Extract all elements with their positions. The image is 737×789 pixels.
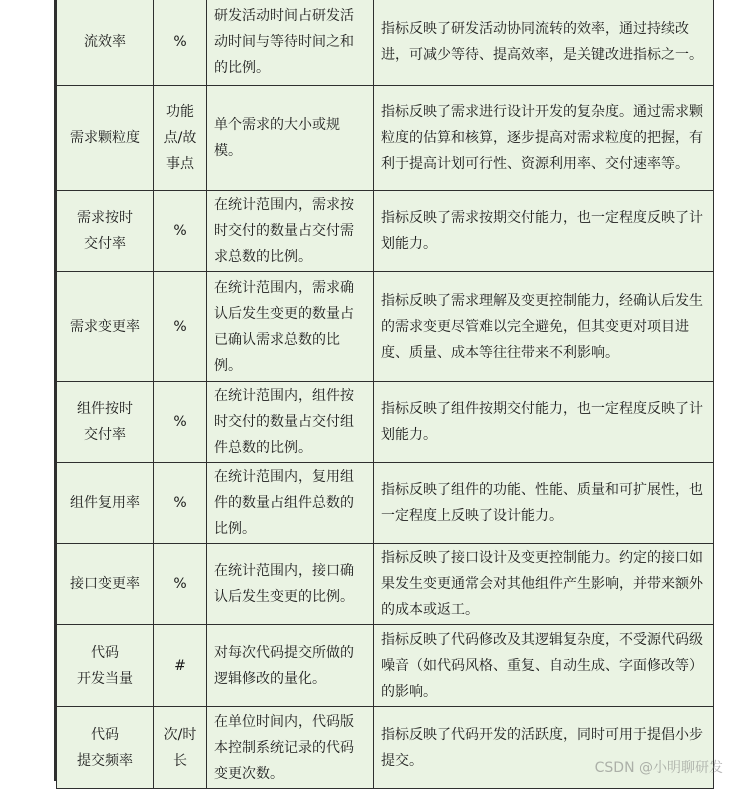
metric-definition: 在统计范围内，接口确认后发生变更的比例。 <box>207 544 374 625</box>
metric-definition: 在统计范围内，组件按时交付的数量占交付组件总数的比例。 <box>207 382 374 463</box>
metric-unit: % <box>154 544 207 625</box>
metric-definition: 对每次代码提交所做的逻辑修改的量化。 <box>207 625 374 707</box>
table-row <box>57 0 714 86</box>
metric-description: 指标反映了组件的功能、性能、质量和可扩展性，也一定程度上反映了设计能力。 <box>374 463 714 544</box>
metric-description: 指标反映了代码开发的活跃度，同时可用于提倡小步提交。 <box>374 707 714 789</box>
metric-definition: 在统计范围内，需求按时交付的数量占交付需求总数的比例。 <box>207 191 374 272</box>
left-margin-column <box>0 0 56 781</box>
metric-name-line-1: 需求按时 <box>77 210 133 226</box>
metric-name-line-1: 代码 <box>91 644 119 661</box>
metric-definition: 单个需求的大小或规模。 <box>207 86 374 191</box>
metrics-table <box>56 0 714 789</box>
metric-name-line-1: 代码 <box>91 726 119 743</box>
metric-definition: 在单位时间内，代码版本控制系统记录的代码变更次数。 <box>207 707 374 789</box>
metric-description: 指标反映了需求进行设计开发的复杂度。通过需求颗粒度的估算和核算，逐步提高对需求粒度的把握，有利于提高计划可行性、资源利用率、交付速率等。 <box>374 86 714 191</box>
metric-definition: 在统计范围内，复用组件的数量占组件总数的比例。 <box>207 463 374 544</box>
metric-name: 需求变更率 <box>70 318 140 335</box>
metric-unit: 功能点/故事点 <box>154 86 207 191</box>
metric-description: 指标反映了需求按期交付能力，也一定程度反映了计划能力。 <box>374 191 714 272</box>
metric-unit: % <box>154 0 207 86</box>
table-row <box>57 272 714 382</box>
metric-name-line-1: 组件按时 <box>77 401 133 417</box>
metric-name-cell <box>57 0 154 86</box>
metric-name-cell <box>57 382 154 463</box>
metric-name-line-2: 交付率 <box>84 427 126 443</box>
metric-name-line-2: 提交频率 <box>77 752 133 769</box>
metric-description: 指标反映了代码修改及其逻辑复杂度，不受源代码级噪音（如代码风格、重复、自动生成、字面修改等）的影响。 <box>374 625 714 707</box>
metric-name-cell <box>57 272 154 382</box>
metrics-table-body <box>57 0 714 789</box>
table-row <box>57 86 714 191</box>
metric-name-cell <box>57 463 154 544</box>
table-row <box>57 544 714 625</box>
metric-description: 指标反映了需求理解及变更控制能力，经确认后发生的需求变更尽管难以完全避免，但其变更对项目进度、质量、成本等往往带来不利影响。 <box>374 272 714 382</box>
metric-unit: # <box>154 625 207 707</box>
metric-name: 需求颗粒度 <box>70 130 140 146</box>
metric-name-line-2: 交付率 <box>84 236 126 252</box>
metric-name-line-2: 开发当量 <box>77 670 133 687</box>
metric-name: 接口变更率 <box>70 576 140 592</box>
table-row <box>57 382 714 463</box>
metric-unit: % <box>154 272 207 382</box>
metric-unit: % <box>154 191 207 272</box>
metric-name-cell <box>57 544 154 625</box>
metric-name-cell <box>57 707 154 789</box>
metric-description: 指标反映了组件按期交付能力，也一定程度反映了计划能力。 <box>374 382 714 463</box>
metric-name: 流效率 <box>84 34 126 50</box>
metric-name: 组件复用率 <box>70 495 140 511</box>
metric-name-cell <box>57 191 154 272</box>
table-row <box>57 463 714 544</box>
metric-name-cell <box>57 625 154 707</box>
table-row <box>57 707 714 789</box>
metric-unit: % <box>154 463 207 544</box>
metric-description: 指标反映了接口设计及变更控制能力。约定的接口如果发生变更通常会对其他组件产生影响，并带来额外的成本或返工。 <box>374 544 714 625</box>
metric-unit: % <box>154 382 207 463</box>
watermark-text: CSDN @小明聊研发 <box>594 760 723 776</box>
metric-definition: 研发活动时间占研发活动时间与等待时间之和的比例。 <box>207 0 374 86</box>
metric-description: 指标反映了研发活动协同流转的效率，通过持续改进，可减少等待、提高效率，是关键改进指标之一。 <box>374 0 714 86</box>
metric-definition: 在统计范围内，需求确认后发生变更的数量占已确认需求总数的比例。 <box>207 272 374 382</box>
metric-name-cell <box>57 86 154 191</box>
metric-unit: 次/时长 <box>154 707 207 789</box>
table-row <box>57 625 714 707</box>
table-row <box>57 191 714 272</box>
